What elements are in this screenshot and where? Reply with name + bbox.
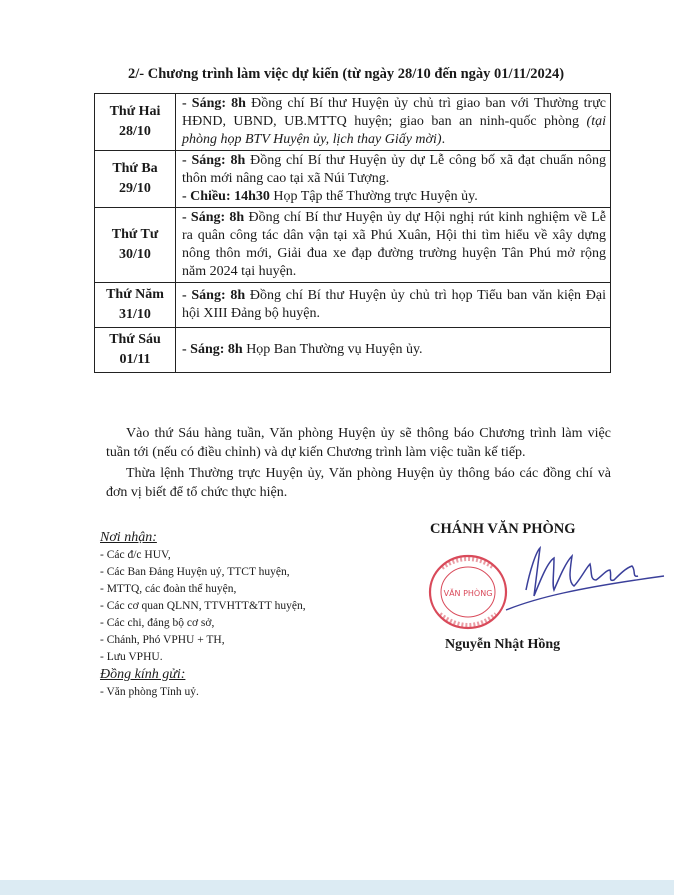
entry-time: - Sáng: 8h xyxy=(182,342,243,357)
schedule-day-cell xyxy=(95,328,176,373)
schedule-row xyxy=(95,151,611,208)
weekday-label: Thứ Năm xyxy=(106,287,164,302)
entry-time: - Sáng: 8h xyxy=(182,288,246,303)
signer-name: Nguyễn Nhật Hồng xyxy=(445,637,561,652)
schedule-entry xyxy=(182,188,606,206)
schedule-entry xyxy=(182,152,606,188)
viewer-bottom-bar xyxy=(0,880,674,895)
recipient-item: - Các cơ quan QLNN, TTVHTT&TT huyện, xyxy=(100,600,306,612)
schedule-entry xyxy=(182,341,606,359)
date-label: 30/10 xyxy=(119,247,151,262)
recipient-item: - MTTQ, các đoàn thể huyện, xyxy=(100,583,237,595)
entry-time: - Sáng: 8h xyxy=(182,153,246,168)
date-label: 29/10 xyxy=(119,181,151,196)
entry-text: Họp Tập thể Thường trực Huyện ủy. xyxy=(269,189,478,204)
recipient-item: - Văn phòng Tỉnh uỷ. xyxy=(100,686,199,698)
recipient-item: - Các Ban Đảng Huyện uỷ, TTCT huyện, xyxy=(100,566,290,578)
weekday-label: Thứ Tư xyxy=(111,227,159,242)
schedule-day-cell xyxy=(95,151,176,208)
entry-time: - Chiều: 14h30 xyxy=(182,189,270,204)
schedule-content-cell xyxy=(176,208,611,283)
schedule-row xyxy=(95,328,611,373)
recipients-block xyxy=(100,529,390,701)
entry-text: Họp Ban Thường vụ Huyện ủy. xyxy=(242,342,423,357)
schedule-table xyxy=(94,93,611,373)
schedule-row xyxy=(95,208,611,283)
schedule-row xyxy=(95,94,611,151)
section-title: 2/- Chương trình làm việc dự kiến (từ ngày 28/10 đến ngày 01/11/2024) xyxy=(128,66,565,82)
date-label: 01/11 xyxy=(119,352,151,367)
cc-heading: Đồng kính gửi: xyxy=(100,667,186,682)
schedule-row xyxy=(95,283,611,328)
schedule-content-cell xyxy=(176,283,611,328)
paragraph-notice: Vào thứ Sáu hàng tuần, Văn phòng Huyện ủy sẽ thông báo Chương trình làm việc tuần tới (nếu có điều chỉnh) và dự kiến Chương trình làm việc tuần kế tiếp. xyxy=(106,426,611,460)
entry-text: Đồng chí Bí thư Huyện ủy dự Lễ công bố xã đạt chuẩn nông thôn mới nâng cao tại xã Núi Tượng. xyxy=(182,153,606,186)
weekday-label: Thứ Ba xyxy=(112,161,158,176)
stamp-label: VĂN PHÒNG xyxy=(443,589,493,598)
entry-time: - Sáng: 8h xyxy=(182,96,246,111)
handwritten-signature xyxy=(496,540,666,620)
date-label: 31/10 xyxy=(119,307,151,322)
schedule-content-cell xyxy=(176,94,611,151)
recipient-item: - Chánh, Phó VPHU + TH, xyxy=(100,634,225,646)
weekday-label: Thứ Hai xyxy=(109,104,161,119)
entry-text: Đồng chí Bí thư Huyện ủy chủ trì giao ban với Thường trực HĐND, UBND, UB.MTTQ huyện; giao ban an ninh-quốc phòng xyxy=(182,96,607,129)
recipient-item: - Các chi, đảng bộ cơ sở, xyxy=(100,617,215,629)
recipients-heading: Nơi nhận: xyxy=(100,530,157,545)
entry-note: (tại phòng họp BTV Huyện ủy, lịch thay Giấy mời) xyxy=(182,114,606,147)
entry-text: Đồng chí Bí thư Huyện ủy chủ trì họp Tiểu ban văn kiện Đại hội XIII Đảng bộ huyện. xyxy=(182,288,606,321)
date-label: 28/10 xyxy=(119,124,151,139)
weekday-label: Thứ Sáu xyxy=(109,332,161,347)
schedule-entry xyxy=(182,287,606,323)
schedule-day-cell xyxy=(95,283,176,328)
signer-title: CHÁNH VĂN PHÒNG xyxy=(430,521,576,537)
schedule-entry xyxy=(182,209,606,281)
entry-time: - Sáng: 8h xyxy=(182,210,245,225)
schedule-day-cell xyxy=(95,208,176,283)
entry-tail: . xyxy=(441,132,446,147)
schedule-day-cell xyxy=(95,94,176,151)
schedule-content-cell xyxy=(176,151,611,208)
schedule-content-cell xyxy=(176,328,611,373)
recipient-item: - Các đ/c HUV, xyxy=(100,549,171,561)
entry-text: Đồng chí Bí thư Huyện ủy dự Hội nghị rút kinh nghiệm về Lễ ra quân công tác dân vận tại xã Phú Xuân, Hội thi tìm hiểu về xây dựng nông thôn mới, Giải đua xe đạp đường trường huyện Tân Phú mở rộng năm 2024 tại huyện. xyxy=(182,210,607,279)
paragraph-instruction: Thừa lệnh Thường trực Huyện ủy, Văn phòng Huyện ủy thông báo các đồng chí và đơn vị biết để tổ chức thực hiện. xyxy=(106,466,611,500)
recipient-item: - Lưu VPHU. xyxy=(100,651,163,663)
schedule-entry xyxy=(182,95,606,149)
